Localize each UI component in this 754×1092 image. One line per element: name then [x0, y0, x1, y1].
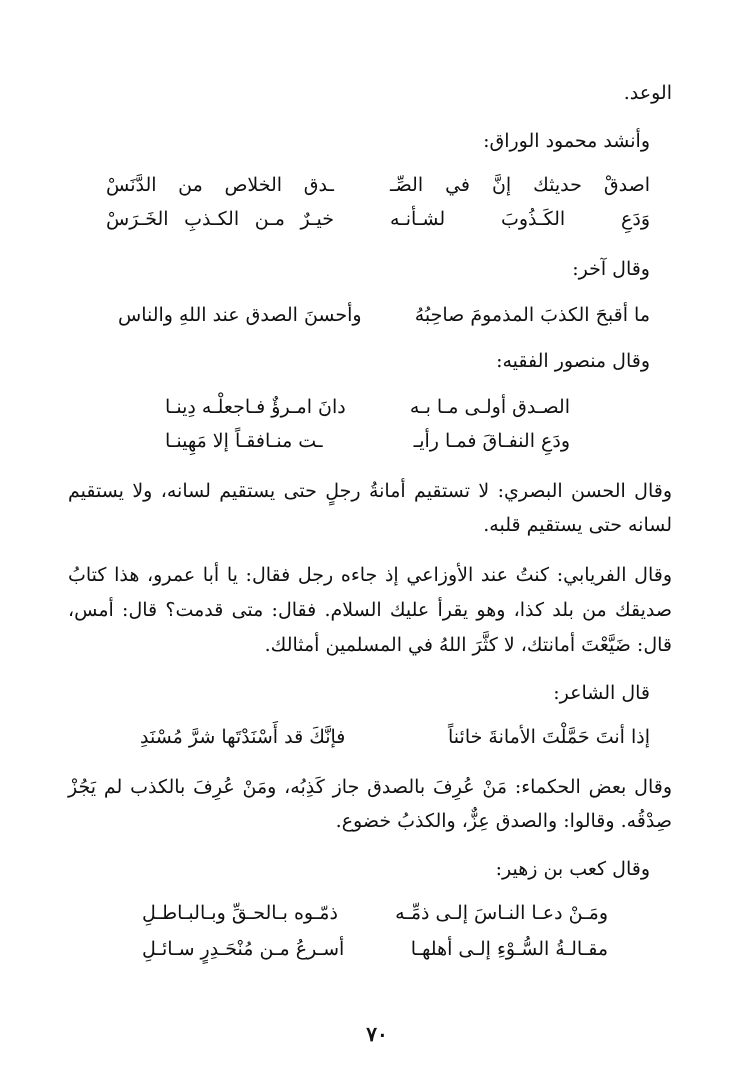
- paragraph-line: وقال الفريابي: كنتُ عند الأوزاعي إذ جاءه رجل فقال: يا أبا عمرو، هذا كتابُ: [68, 564, 672, 586]
- poet-intro: وقال كعب بن زهير:: [495, 858, 650, 880]
- paragraph-line: لسانه حتى يستقيم قلبه.: [483, 514, 672, 536]
- paragraph-line: قال: ضَيَّعْتَ أمانتك، لا كثَّرَ اللهُ في المسلمين أمثالك.: [264, 634, 672, 656]
- verse-first-hemistich: ومَـنْ دعـا النـاسَ إلـى ذمِّـه: [395, 902, 608, 924]
- verse-first-hemistich: مقـالـةُ السُّـوْءِ إلـى أهلهـا: [410, 938, 608, 960]
- verse-first-hemistich: ودَعِ النفـاقَ فمـا رأيـ: [413, 430, 570, 452]
- verse-second-hemistich: فإنَّكَ قد أَسْنَدْتَها شرَّ مُسْنَدِ: [140, 726, 346, 748]
- paragraph-line: صديقك من بلد كذا، وهو يقرأ عليك السلام. فقال: متى قدمت؟ قال: أمس،: [68, 599, 672, 621]
- poet-intro: قال الشاعر:: [553, 682, 650, 704]
- verse-first-hemistich: الصـدق أولـى مـا بـه: [409, 396, 570, 418]
- verse-second-hemistich: خيـرٌ مـن الكـذبِ الخَـرَسْ: [106, 208, 334, 230]
- poet-intro: وقال منصور الفقيه:: [496, 350, 650, 372]
- verse-second-hemistich: ـدق الخلاص من الدَّنَسْ: [106, 174, 334, 196]
- verse-second-hemistich: وأحسنَ الصدق عند اللهِ والناس: [118, 304, 362, 326]
- verse-second-hemistich: دانَ امـرؤٌ فـاجعلْـه دِينـا: [165, 396, 346, 418]
- verse-first-hemistich: إذا أنتَ حَمَّلْتَ الأمانةَ خائناً: [448, 726, 650, 748]
- page-number: ٧٠: [366, 1022, 388, 1046]
- verse-second-hemistich: ـت منـافقـاً إلا مَهِينـا: [165, 430, 323, 452]
- paragraph-line: وقال بعض الحكماء: مَنْ عُرِفَ بالصدق جاز كَذِبُه، ومَنْ عُرِفَ بالكذب لم يَجُزْ: [68, 776, 672, 798]
- poet-intro: وقال آخر:: [572, 258, 650, 280]
- paragraph-line: صِدْقُه. وقالوا: والصدق عِزٌّ، والكذبُ خضوع.: [335, 810, 672, 832]
- verse-second-hemistich: ذمّـوه بـالحـقِّ وبـالبـاطـلِ: [142, 902, 338, 924]
- verse-second-hemistich: أسـرعُ مـن مُنْحَـدِرٍ سـائـلِ: [142, 938, 345, 960]
- poet-intro: وأنشد محمود الوراق:: [483, 130, 650, 152]
- text-line: الوعد.: [623, 82, 672, 104]
- verse-first-hemistich: ما أقبحَ الكذبَ المذمومَ صاحِبُهُ: [414, 304, 650, 326]
- verse-first-hemistich: اصدقْ حديثك إنَّ في الصِّـ: [390, 174, 650, 196]
- verse-first-hemistich: وَدَعِ الكَـذُوبَ لشـأنـه: [390, 208, 650, 230]
- paragraph-line: وقال الحسن البصري: لا تستقيم أمانةُ رجلٍ حتى يستقيم لسانه، ولا يستقيم: [68, 480, 672, 502]
